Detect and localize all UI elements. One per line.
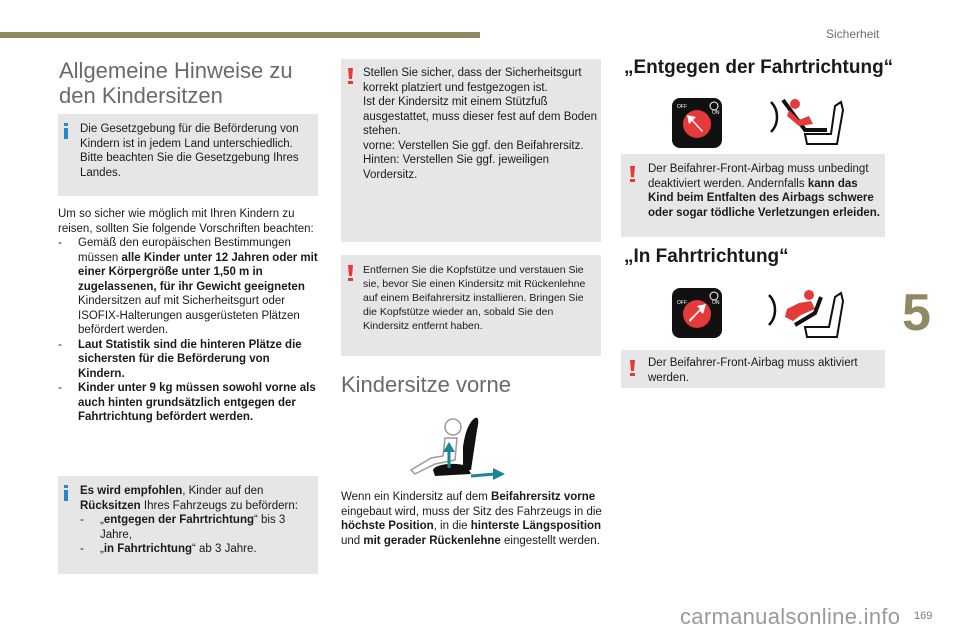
warning-icon <box>348 265 353 281</box>
rules-intro: Um so sicher wie möglich mit Ihren Kindern zu reisen, sollten Sie folgende Vorschriften beachten: <box>58 208 314 235</box>
warning-text <box>363 66 599 182</box>
page-title-line2: den Kindersitzen <box>59 83 223 108</box>
rule-bold: alle Kinder unter 12 Jahren oder mit einer Körpergröße unter 1,50 m in zugelassenen, für ihr Gewicht geeigneten <box>78 251 318 293</box>
section-title-front-seats: Kindersitze vorne <box>341 372 511 397</box>
rec-text: Ihres Fahrzeugs zu befördern: <box>140 499 298 512</box>
warning-box-belt <box>341 59 601 242</box>
para-bold: mit gerader Rückenlehne <box>363 534 501 547</box>
warning-line: Stellen Sie sicher, dass der Sicherheitsgurt korrekt platziert und festgezogen ist. <box>363 67 582 94</box>
watermark: carmanualsonline.info <box>680 604 901 629</box>
para-text: eingebaut wird, muss der Sitz des Fahrzeugs in die <box>341 505 602 518</box>
info-icon <box>64 485 68 501</box>
para-text: und <box>341 534 364 547</box>
para-text: Wenn ein Kindersitz auf dem <box>341 491 492 503</box>
rec-bold: in Fahrtrichtung <box>103 543 193 555</box>
page-number: 169 <box>914 610 933 622</box>
front-seat-paragraph <box>341 490 603 548</box>
para-text: , in die <box>433 520 471 532</box>
warning-text: Entfernen Sie die Kopfstütze und verstauen Sie sie, bevor Sie einen Kindersitz mit Rückenlehne auf einem Beifahrersitz installieren. Bringen Sie die Kopfstütze wieder an, sobald Sie den Kindersitz entfernt haben. <box>363 264 586 332</box>
info-box-recommendation <box>58 476 318 574</box>
warning-box-deactivate-airbag <box>621 154 885 237</box>
airbag-switch-on-icon <box>672 288 722 338</box>
section-label: Sicherheit <box>826 27 880 41</box>
warning-icon <box>630 166 635 182</box>
para-bold: Beifahrersitz vorne <box>491 491 596 503</box>
para-bold: höchste Position <box>341 520 434 532</box>
para-bold: hinterste Längsposition <box>470 520 602 532</box>
warning-box-activate-airbag <box>621 350 885 388</box>
rec-item <box>80 513 314 542</box>
rec-text: , Kinder auf den <box>182 485 264 497</box>
warning-icon <box>630 360 635 376</box>
rec-text: “ bis 3 Jahre, <box>100 514 286 541</box>
info-icon <box>64 123 68 139</box>
rule-item <box>58 236 318 338</box>
rules-section <box>58 207 318 425</box>
page-title <box>59 58 293 108</box>
rec-bold: Rücksitzen <box>80 499 141 512</box>
list-dash: - <box>80 514 84 526</box>
rule-text: Kindersitzen auf mit Sicherheitsgurt oder ISOFIX-Halterungen ausgerüsteten Plätzen befördert werden. <box>78 295 300 336</box>
list-dash: - <box>80 543 84 555</box>
svg-text:ON: ON <box>712 110 720 116</box>
warning-line: Hinten: Verstellen Sie ggf. jeweiligen Vordersitz. <box>363 154 550 181</box>
warning-box-headrest <box>341 255 601 356</box>
warning-text <box>648 162 882 220</box>
svg-text:ON: ON <box>712 300 720 306</box>
rule-bold: Laut Statistik sind die hinteren Plätze die sichersten für die Beförderung von Kindern. <box>78 338 302 380</box>
airbag-switch-off-icon <box>672 98 722 148</box>
warning-text: Der Beifahrer-Front-Airbag muss aktiviert werden. <box>648 357 858 384</box>
page-title-line1: Allgemeine Hinweise zu <box>59 58 293 83</box>
warning-bold: kann das Kind beim Entfalten des Airbags schwere oder sogar tödliche Verletzungen erleiden. <box>648 177 880 219</box>
warning-icon <box>348 68 353 84</box>
rec-item <box>80 542 314 557</box>
rule-item <box>58 338 318 382</box>
quote: „ <box>100 543 104 555</box>
header-accent-bar <box>0 32 480 38</box>
info-text: Die Gesetzgebung für die Beförderung von Kindern ist in jedem Land unterschiedlich. Bitte beachten Sie die Gesetzgebung Ihres Landes. <box>80 123 299 179</box>
rec-bold: Es wird empfohlen <box>80 485 183 497</box>
chapter-number: 5 <box>902 284 931 342</box>
para-text: eingestellt werden. <box>500 534 600 547</box>
rule-text: Gemäß den europäischen Bestimmungen müssen <box>78 237 291 264</box>
list-dash: - <box>58 237 62 249</box>
quote: „ <box>100 514 104 526</box>
rule-bold: Kinder unter 9 kg müssen sowohl vorne als auch hinten grundsätzlich entgegen der Fahrtrichtung befördert werden. <box>78 382 316 423</box>
svg-text:OFF: OFF <box>677 104 687 110</box>
recommendation-text <box>80 484 314 557</box>
rear-facing-child-seat-icon <box>765 96 845 148</box>
warning-plain: Der Beifahrer-Front-Airbag muss unbedingt deaktiviert werden. Andernfalls <box>648 163 869 190</box>
forward-facing-child-seat-icon <box>765 287 845 339</box>
warning-line: vorne: Verstellen Sie ggf. den Beifahrersitz. <box>363 139 584 152</box>
info-box-legislation <box>58 114 318 196</box>
list-dash: - <box>58 382 62 394</box>
rule-item <box>58 381 318 425</box>
rec-text: “ ab 3 Jahre. <box>192 543 257 555</box>
warning-line: Ist der Kindersitz mit einem Stützfuß ausgestattet, muss dieser fest auf dem Boden stehen. <box>363 96 597 137</box>
svg-text:OFF: OFF <box>677 300 687 306</box>
seat-adjustment-icon <box>405 412 510 484</box>
section-title-forward-facing: „In Fahrtrichtung“ <box>624 246 789 267</box>
list-dash: - <box>58 338 62 351</box>
section-title-rear-facing: „Entgegen der Fahrtrichtung“ <box>624 57 894 78</box>
rec-bold: entgegen der Fahrtrichtung <box>103 514 254 526</box>
